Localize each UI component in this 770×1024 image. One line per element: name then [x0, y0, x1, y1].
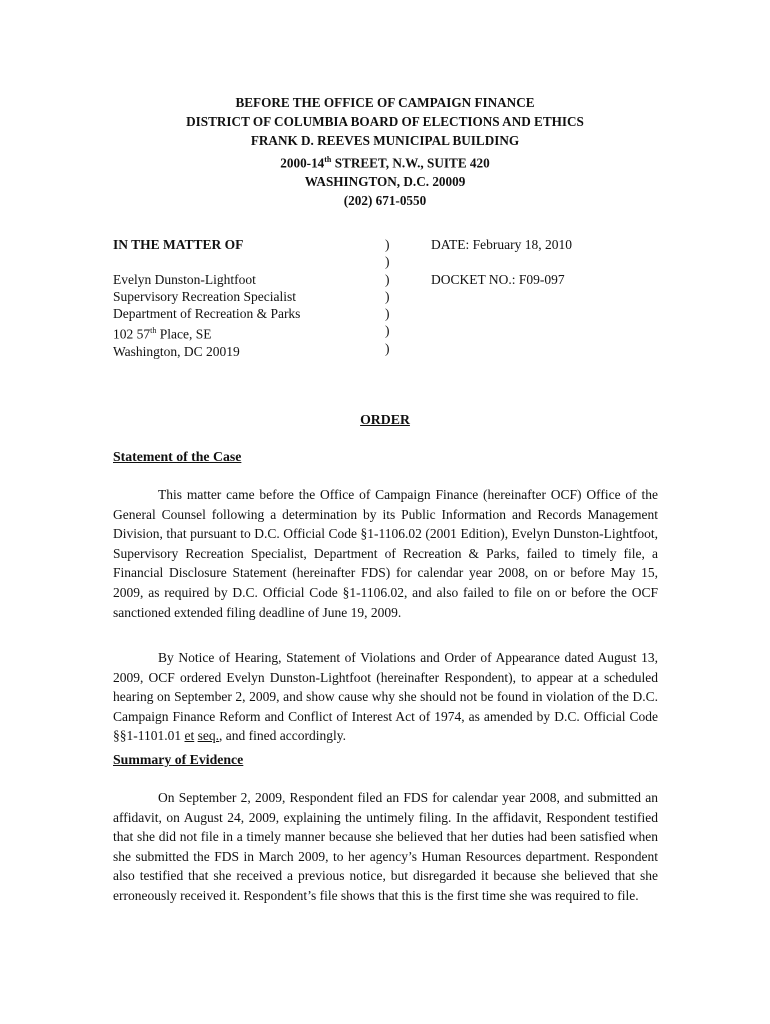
paren: ) — [385, 271, 390, 287]
respondent-city: Washington, DC 20019 — [113, 344, 240, 360]
paren: ) — [385, 306, 390, 322]
header-address-suffix: th — [324, 155, 332, 164]
order-title: ORDER — [360, 412, 410, 427]
paragraph-notice — [113, 648, 658, 746]
paragraph-evidence: On September 2, 2009, Respondent filed an FDS for calendar year 2008, and submitted an affidavit, on August 24, 2009, explaining the untimely filing. In the affidavit, Respondent testified that she did not file in a timely manner because she believed that her duties had been satisfied when she submitted the FDS in March 2009, to her agency’s Human Resources department. Respondent also testified that she received a previous notice, but disregarded it because she believed that she erroneously received it. Respondent’s file shows that this is the first time she was required to file. — [113, 790, 658, 903]
caption-details — [431, 236, 691, 288]
header-line-2: DISTRICT OF COLUMBIA BOARD OF ELECTIONS AND ETHICS — [186, 114, 584, 129]
header-line-4 — [0, 150, 770, 172]
header-line-1: BEFORE THE OFFICE OF CAMPAIGN FINANCE — [235, 95, 535, 110]
statement-of-case-heading: Statement of the Case — [113, 449, 242, 464]
respondent-address — [113, 322, 383, 343]
address-number: 102 57 — [113, 326, 151, 342]
address-suffix: th — [150, 326, 157, 336]
spacer — [431, 253, 691, 270]
header-line-5: WASHINGTON, D.C. 20009 — [304, 174, 466, 190]
header-line-6: (202) 671-0550 — [343, 193, 427, 209]
docket-number: DOCKET NO.: F09-097 — [431, 271, 565, 287]
notice-text: By Notice of Hearing, Statement of Violations and Order of Appearance dated August 13, 2009, OCF ordered Evelyn Dunston-Lightfoot (hereinafter Respondent), to appear at a scheduled hearing on September 2, 2009, and show cause why she should not be found in violation of the D.C. Campaign Finance Reform and Conflict of Interest Act of 1974, as amended by D.C. Official Code §§1-1101.01 — [113, 650, 658, 744]
respondent-title: Supervisory Recreation Specialist — [113, 288, 296, 304]
document-header — [0, 93, 770, 210]
respondent-department: Department of Recreation & Parks — [113, 306, 301, 322]
order-date: DATE: February 18, 2010 — [431, 237, 572, 252]
notice-text-end: , and fined accordingly. — [219, 728, 346, 744]
caption-divider — [385, 236, 395, 357]
seq-text: seq. — [197, 728, 219, 744]
paren: ) — [385, 254, 390, 270]
summary-of-evidence-heading: Summary of Evidence — [113, 752, 244, 767]
header-address-street: STREET, N.W., SUITE 420 — [331, 155, 490, 171]
in-the-matter-of: IN THE MATTER OF — [113, 237, 244, 252]
et-text: et — [184, 728, 195, 744]
respondent-name: Evelyn Dunston-Lightfoot — [113, 271, 256, 287]
caption-party — [113, 236, 383, 361]
paren: ) — [385, 323, 390, 339]
paren: ) — [385, 340, 390, 356]
address-street: Place, SE — [156, 326, 212, 342]
paren: ) — [385, 288, 390, 304]
header-line-3: FRANK D. REEVES MUNICIPAL BUILDING — [250, 133, 520, 148]
paren: ) — [385, 237, 390, 252]
header-address-number: 2000-14 — [280, 155, 325, 171]
paragraph-statement: This matter came before the Office of Campaign Finance (hereinafter OCF) Office of the General Counsel following a determination by its Public Information and Records Management Division, that pursuant to D.C. Official Code §1-1106.02 (2001 Edition), Evelyn Dunston-Lightfoot, Supervisory Recreation Specialist, Department of Recreation & Parks, failed to timely file, a Financial Disclosure Statement (hereinafter FDS) for calendar year 2008, on or before May 15, 2009, as required by D.C. Official Code §1-1106.02, and also failed to file on or before the OCF sanctioned extended filing deadline of June 19, 2009. — [113, 487, 658, 620]
